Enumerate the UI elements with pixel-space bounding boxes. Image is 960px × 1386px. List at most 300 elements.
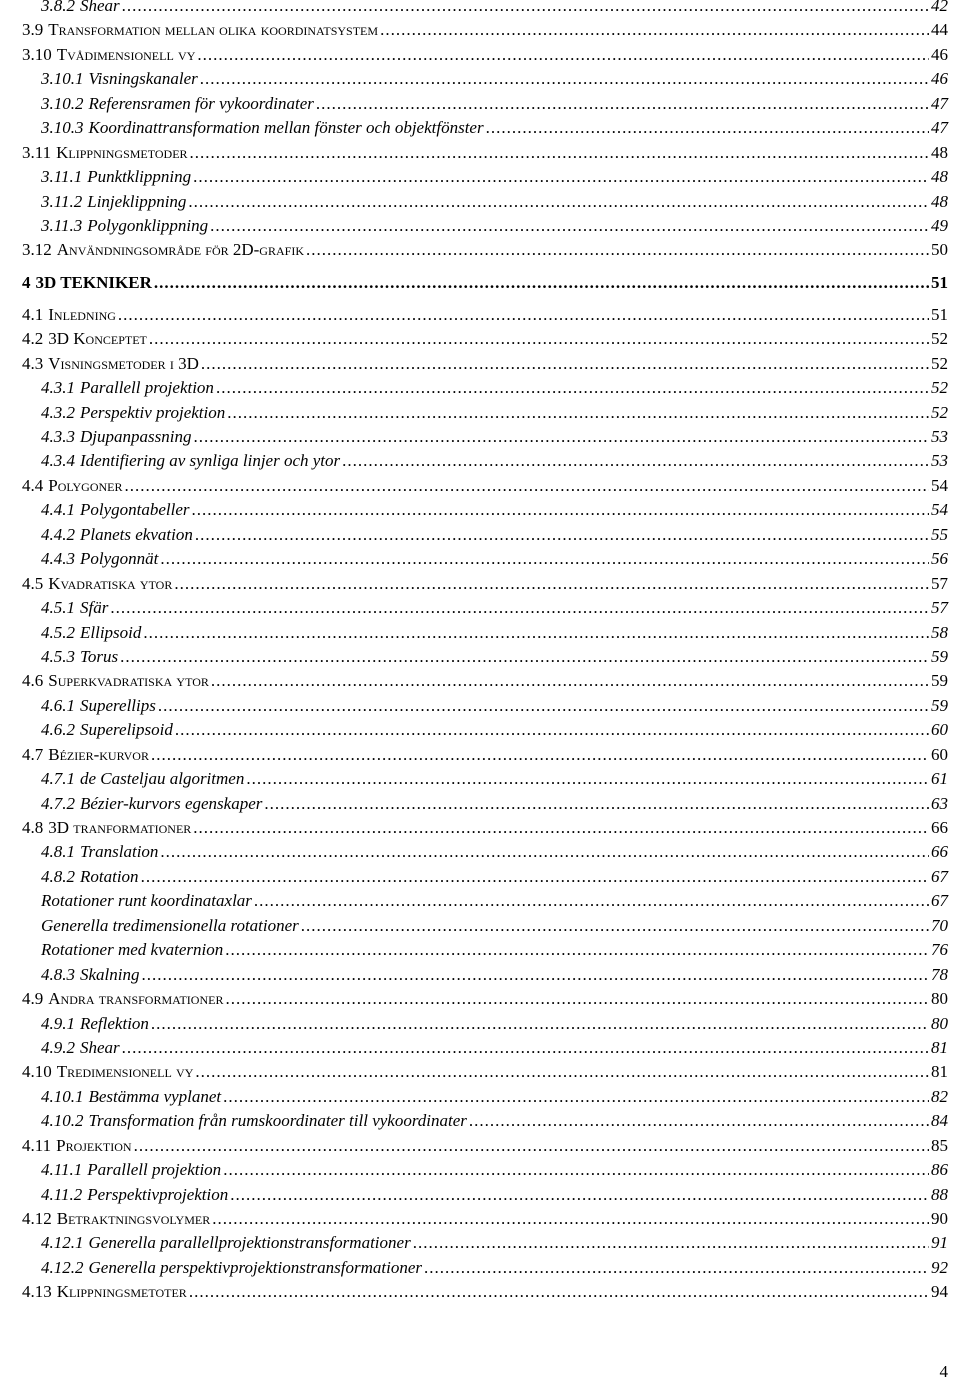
toc-entry-page: 59 xyxy=(931,695,948,715)
dot-leader xyxy=(486,116,929,140)
toc-entry-text: Bézier-kurvors egenskaper xyxy=(80,793,263,813)
toc-entry-text: Transformation mellan olika koordinatsystem xyxy=(48,20,379,40)
toc-entry-text: Reflektion xyxy=(80,1013,149,1033)
toc-entry[interactable] xyxy=(0,1231,960,1255)
toc-entry-number: 4.10.2 xyxy=(41,1111,84,1131)
toc-entry-text: Parallell projektion xyxy=(80,378,214,398)
toc-entry-title xyxy=(41,1036,120,1060)
toc-entry-title xyxy=(22,1060,193,1084)
toc-entry[interactable] xyxy=(0,718,960,742)
toc-entry-page: 90 xyxy=(931,1209,948,1228)
toc-entry[interactable] xyxy=(0,263,960,303)
toc-entry-page: 55 xyxy=(931,524,948,544)
toc-entry-page: 52 xyxy=(931,378,948,398)
toc-entry-title xyxy=(22,352,199,376)
toc-entry-number: 3.9 xyxy=(22,20,44,40)
toc-entry-text: Ellipsoid xyxy=(80,622,142,642)
toc-entry-page: 52 xyxy=(931,329,948,349)
toc-entry-page: 60 xyxy=(931,744,948,764)
toc-entry-number: 4.11 xyxy=(22,1135,52,1155)
toc-entry-number: 4.6.1 xyxy=(41,695,75,715)
toc-entry[interactable] xyxy=(0,190,960,214)
dot-leader xyxy=(342,449,929,473)
toc-entry-number: 4.9.2 xyxy=(41,1037,75,1057)
toc-entry-title xyxy=(41,116,484,140)
dot-leader xyxy=(142,963,930,987)
toc-entry-title xyxy=(22,1280,187,1304)
toc-entry-text: Generella tredimensionella rotationer xyxy=(41,915,299,935)
toc-entry[interactable] xyxy=(0,1012,960,1036)
toc-entry-text: Projektion xyxy=(56,1135,132,1155)
toc-entry-text: Generella parallellprojektionstransformationer xyxy=(88,1233,411,1253)
toc-entry-number: 4.3.1 xyxy=(41,378,75,398)
toc-entry-number: 4.3.3 xyxy=(41,427,75,446)
toc-entry-title xyxy=(41,1183,228,1207)
toc-entry[interactable] xyxy=(0,987,960,1011)
dot-leader xyxy=(380,18,929,42)
toc-entry-title xyxy=(41,523,193,547)
toc-entry[interactable] xyxy=(0,238,960,262)
toc-entry[interactable] xyxy=(0,938,960,962)
dot-leader xyxy=(223,1158,929,1182)
toc-entry-number: 4.12.2 xyxy=(41,1257,84,1277)
toc-entry-number: 4 xyxy=(22,272,31,292)
dot-leader xyxy=(122,0,929,18)
toc-entry-title xyxy=(22,141,188,165)
toc-entry-title xyxy=(41,914,299,938)
toc-entry-text: Torus xyxy=(80,646,119,666)
toc-entry-title xyxy=(41,865,139,889)
toc-entry-text: Punktklippning xyxy=(87,167,192,187)
toc-entry-title xyxy=(22,1134,132,1158)
toc-entry-number: 3.10 xyxy=(22,44,52,64)
page-number: 4 xyxy=(939,1362,948,1381)
toc-entry-text: 3D tranformationer xyxy=(48,818,192,837)
toc-entry-page: 48 xyxy=(931,167,948,187)
toc-entry-page: 53 xyxy=(931,427,948,446)
dot-leader xyxy=(158,694,929,718)
toc-entry-page: 76 xyxy=(931,940,948,960)
dot-leader xyxy=(189,1280,929,1304)
toc-entry-number: 4.4.2 xyxy=(41,524,75,544)
toc-entry[interactable] xyxy=(0,792,960,816)
toc-entry-text: Transformation från rumskoordinater till vykoordinater xyxy=(88,1111,467,1131)
toc-entry-number: 4.1 xyxy=(22,304,44,324)
toc-entry-title xyxy=(41,1256,422,1280)
dot-leader xyxy=(225,938,929,962)
toc-entry[interactable] xyxy=(0,743,960,767)
toc-entry-page: 59 xyxy=(931,646,948,666)
toc-entry-number: 4.8.1 xyxy=(41,842,75,862)
toc-entry[interactable] xyxy=(0,889,960,913)
dot-leader xyxy=(160,547,929,571)
toc-entry-text: Rotationer med kvaternion xyxy=(41,940,224,960)
toc-entry-page: 61 xyxy=(931,769,948,789)
toc-entry-text: Kvadratiska ytor xyxy=(48,573,173,593)
toc-entry-text: Perspektivprojektion xyxy=(87,1184,229,1204)
dot-leader xyxy=(264,792,929,816)
dot-leader xyxy=(469,1109,929,1133)
toc-entry-page: 52 xyxy=(931,353,948,373)
dot-leader xyxy=(424,1256,929,1280)
toc-entry-title xyxy=(41,645,118,669)
toc-entry-text: Betraktningsvolymer xyxy=(56,1209,211,1228)
toc-entry-page: 67 xyxy=(931,866,948,886)
toc-entry-number: 3.8.2 xyxy=(41,0,75,15)
toc-entry-page: 54 xyxy=(931,475,948,495)
toc-entry[interactable] xyxy=(0,572,960,596)
toc-entry[interactable] xyxy=(0,1036,960,1060)
toc-entry[interactable] xyxy=(0,214,960,238)
toc-entry[interactable] xyxy=(0,401,960,425)
toc-entry-text: Inledning xyxy=(48,304,116,324)
toc-entry-page: 88 xyxy=(931,1184,948,1204)
toc-entry-title xyxy=(22,669,209,693)
toc-entry-number: 3.11 xyxy=(22,142,52,162)
dot-leader xyxy=(154,263,929,303)
toc-entry-number: 4.4.3 xyxy=(41,549,75,569)
toc-entry-text: Perspektiv projektion xyxy=(80,402,226,422)
toc-entry-text: Generella perspektivprojektionstransformationer xyxy=(88,1257,422,1277)
toc-entry[interactable] xyxy=(0,1158,960,1182)
toc-entry[interactable] xyxy=(0,449,960,473)
toc-entry-page: 80 xyxy=(931,989,948,1009)
toc-entry-page: 86 xyxy=(931,1160,948,1180)
toc-entry[interactable] xyxy=(0,547,960,571)
toc-entry-page: 78 xyxy=(931,964,948,984)
toc-entry-title xyxy=(41,889,252,913)
toc-entry-page: 48 xyxy=(931,191,948,211)
toc-entry-title xyxy=(22,43,195,67)
toc-entry[interactable] xyxy=(0,914,960,938)
toc-entry-number: 4.5.3 xyxy=(41,646,75,666)
dot-leader xyxy=(174,572,929,596)
toc-entry-page: 70 xyxy=(931,915,948,935)
toc-entry-number: 4.4 xyxy=(22,475,44,495)
toc-entry-text: Visningskanaler xyxy=(88,69,198,89)
toc-entry-title xyxy=(41,1231,411,1255)
dot-leader xyxy=(227,401,929,425)
dot-leader xyxy=(122,1036,929,1060)
toc-entry-number: 4.12.1 xyxy=(41,1233,84,1253)
toc-entry[interactable] xyxy=(0,352,960,376)
dot-leader xyxy=(225,987,929,1011)
dot-leader xyxy=(316,92,929,116)
toc-entry-title xyxy=(41,718,173,742)
toc-entry-title xyxy=(41,547,158,571)
dot-leader xyxy=(195,523,929,547)
toc-entry-title xyxy=(22,572,172,596)
toc-entry-text: Koordinattransformation mellan fönster och objektfönster xyxy=(88,118,484,138)
toc-entry-page: 53 xyxy=(931,451,948,471)
dot-leader xyxy=(306,238,929,262)
toc-entry[interactable] xyxy=(0,141,960,165)
toc-entry[interactable] xyxy=(0,816,960,840)
toc-entry[interactable] xyxy=(0,1134,960,1158)
dot-leader xyxy=(212,1207,929,1231)
toc-entry-number: 4.7.2 xyxy=(41,793,75,813)
toc-entry[interactable] xyxy=(0,645,960,669)
toc-entry-page: 66 xyxy=(931,818,948,837)
toc-entry-page: 54 xyxy=(931,500,948,520)
toc-entry[interactable] xyxy=(0,1085,960,1109)
toc-entry[interactable] xyxy=(0,694,960,718)
toc-entry-text: Djupanpassning xyxy=(80,427,192,446)
toc-entry-text: Rotation xyxy=(80,866,139,886)
toc-entry-title xyxy=(41,621,141,645)
toc-entry-text: Shear xyxy=(80,1037,120,1057)
dot-leader xyxy=(120,645,929,669)
toc-entry[interactable] xyxy=(0,596,960,620)
toc-entry-title xyxy=(22,1207,210,1231)
dot-leader xyxy=(211,669,929,693)
toc-entry-text: Visningsmetoder i 3D xyxy=(48,353,199,373)
toc-entry[interactable] xyxy=(0,165,960,189)
dot-leader xyxy=(190,141,929,165)
dot-leader xyxy=(201,352,929,376)
toc-entry[interactable] xyxy=(0,67,960,91)
toc-entry-title xyxy=(41,449,340,473)
toc-entry-title xyxy=(41,1085,221,1109)
toc-entry-title xyxy=(41,840,158,864)
toc-entry-title xyxy=(41,1012,149,1036)
toc-entry-page: 84 xyxy=(931,1111,948,1131)
dot-leader xyxy=(254,889,929,913)
toc-entry[interactable] xyxy=(0,303,960,327)
toc-entry[interactable] xyxy=(0,116,960,140)
toc-entry-page: 82 xyxy=(931,1086,948,1106)
toc-entry-number: 4.9 xyxy=(22,989,44,1009)
toc-entry-text: 3D TEKNIKER xyxy=(35,272,152,292)
toc-entry-title xyxy=(41,596,108,620)
toc-entry[interactable] xyxy=(0,474,960,498)
toc-entry-text: Planets ekvation xyxy=(80,524,193,544)
toc-entry-title xyxy=(41,1158,221,1182)
toc-entry-number: 4.8.2 xyxy=(41,866,75,886)
toc-entry[interactable] xyxy=(0,43,960,67)
toc-entry-page: 52 xyxy=(931,402,948,422)
toc-entry[interactable] xyxy=(0,767,960,791)
toc-entry[interactable] xyxy=(0,376,960,400)
toc-entry-text: Bézier-kurvor xyxy=(48,744,149,764)
toc-entry-text: Klippningsmetoder xyxy=(56,142,188,162)
toc-entry[interactable] xyxy=(0,18,960,42)
toc-entry-text: Rotationer runt koordinataxlar xyxy=(41,891,252,911)
toc-entry[interactable] xyxy=(0,1207,960,1231)
toc-entry[interactable] xyxy=(0,523,960,547)
toc-entry-title xyxy=(22,303,116,327)
dot-leader xyxy=(175,718,929,742)
toc-entry-title xyxy=(22,987,223,1011)
toc-entry-text: Sfär xyxy=(80,598,109,618)
toc-entry-page: 42 xyxy=(931,0,948,15)
toc-entry-number: 4.8.3 xyxy=(41,964,75,984)
dot-leader xyxy=(301,914,929,938)
toc-entry[interactable] xyxy=(0,840,960,864)
toc-entry-page: 60 xyxy=(931,720,948,740)
toc-entry-page: 81 xyxy=(931,1062,948,1082)
toc-entry[interactable] xyxy=(0,1183,960,1207)
dot-leader xyxy=(192,498,929,522)
toc-entry-number: 4.5.2 xyxy=(41,622,75,642)
toc-entry-text: Referensramen för vykoordinater xyxy=(88,93,314,113)
toc-entry-title xyxy=(41,963,140,987)
toc-entry-number: 4.9.1 xyxy=(41,1013,75,1033)
toc-entry-number: 4.5.1 xyxy=(41,598,75,618)
toc-entry-text: Tvådimensionell vy xyxy=(56,44,196,64)
toc-entry-page: 58 xyxy=(931,622,948,642)
toc-entry[interactable] xyxy=(0,669,960,693)
toc-entry-page: 47 xyxy=(931,93,948,113)
toc-entry-title xyxy=(41,1109,467,1133)
toc-entry[interactable] xyxy=(0,92,960,116)
toc-entry-number: 3.10.2 xyxy=(41,93,84,113)
toc-entry-text: Tredimensionell vy xyxy=(56,1062,194,1082)
toc-entry-title xyxy=(41,401,225,425)
dot-leader xyxy=(188,190,929,214)
dot-leader xyxy=(141,865,929,889)
toc-entry-page: 51 xyxy=(931,272,948,292)
toc-entry-title xyxy=(22,238,304,262)
toc-entry-title xyxy=(41,767,244,791)
toc-entry-text: Andra transformationer xyxy=(48,989,224,1009)
toc-entry-number: 4.11.2 xyxy=(41,1184,83,1204)
toc-entry-title xyxy=(41,214,208,238)
toc-entry-text: Superellips xyxy=(80,695,156,715)
toc-entry-number: 4.12 xyxy=(22,1209,52,1228)
toc-entry[interactable] xyxy=(0,327,960,351)
toc-entry-title xyxy=(41,67,198,91)
toc-entry-text: Användningsområde för 2D-grafik xyxy=(56,240,304,260)
toc-entry-title xyxy=(41,694,156,718)
toc-entry-page: 56 xyxy=(931,549,948,569)
toc-entry-number: 4.6 xyxy=(22,671,44,691)
toc-entry[interactable] xyxy=(0,1256,960,1280)
toc-entry-page: 59 xyxy=(931,671,948,691)
dot-leader xyxy=(151,743,929,767)
toc-entry-page: 63 xyxy=(931,793,948,813)
toc-entry-page: 50 xyxy=(931,240,948,260)
toc-entry-text: Skalning xyxy=(80,964,140,984)
toc-entry-number: 4.6.2 xyxy=(41,720,75,740)
toc-entry-number: 4.7 xyxy=(22,744,44,764)
toc-entry-number: 3.11.2 xyxy=(41,191,83,211)
toc-entry-page: 44 xyxy=(931,20,948,40)
toc-entry-title xyxy=(41,376,214,400)
toc-entry[interactable] xyxy=(0,0,960,18)
toc-entry-page: 57 xyxy=(931,598,948,618)
toc-entry[interactable] xyxy=(0,1060,960,1084)
toc-entry-title xyxy=(41,190,186,214)
toc-entry-number: 4.2 xyxy=(22,329,44,349)
dot-leader xyxy=(413,1231,929,1255)
toc-entry-number: 4.3.4 xyxy=(41,451,75,471)
toc-entry-number: 4.10 xyxy=(22,1062,52,1082)
dot-leader xyxy=(149,327,929,351)
dot-leader xyxy=(151,1012,929,1036)
toc-entry-number: 4.3.2 xyxy=(41,402,75,422)
dot-leader xyxy=(230,1183,929,1207)
toc-entry-text: 3D Konceptet xyxy=(48,329,147,349)
toc-entry-number: 4.8 xyxy=(22,818,44,837)
toc-entry-number: 3.10.3 xyxy=(41,118,84,138)
dot-leader xyxy=(193,816,929,840)
toc-entry-page: 92 xyxy=(931,1257,948,1277)
toc-entry-number: 4.10.1 xyxy=(41,1086,84,1106)
toc-entry-title xyxy=(41,498,190,522)
dot-leader xyxy=(210,214,929,238)
toc-entry-page: 51 xyxy=(931,304,948,324)
dot-leader xyxy=(223,1085,929,1109)
dot-leader xyxy=(216,376,929,400)
toc-entry[interactable] xyxy=(0,425,960,449)
toc-entry-page: 47 xyxy=(931,118,948,138)
dot-leader xyxy=(143,621,929,645)
toc-entry-number: 4.7.1 xyxy=(41,769,75,789)
toc-entry-title xyxy=(22,816,191,840)
toc-entry-page: 46 xyxy=(931,44,948,64)
toc-entry-text: Klippningsmetoter xyxy=(56,1282,187,1302)
toc-entry-text: Polygontabeller xyxy=(80,500,190,520)
dot-leader xyxy=(246,767,929,791)
toc-entry-text: Polygonklippning xyxy=(87,215,209,235)
toc-entry-title xyxy=(41,425,191,449)
toc-entry-page: 85 xyxy=(931,1135,948,1155)
toc-entry-title xyxy=(41,165,191,189)
dot-leader xyxy=(193,165,929,189)
toc-entry-title xyxy=(41,938,223,962)
toc-entry-number: 3.12 xyxy=(22,240,52,260)
toc-entry-page: 80 xyxy=(931,1013,948,1033)
toc-entry-title xyxy=(22,743,149,767)
toc-entry-text: Polygoner xyxy=(48,475,123,495)
dot-leader xyxy=(118,303,929,327)
toc-entry-number: 4.3 xyxy=(22,353,44,373)
dot-leader xyxy=(195,1060,929,1084)
dot-leader xyxy=(160,840,929,864)
dot-leader xyxy=(193,425,929,449)
toc-entry-text: Identifiering av synliga linjer och ytor xyxy=(80,451,341,471)
toc-entry-number: 3.11.1 xyxy=(41,167,83,187)
toc-entry-text: Superelipsoid xyxy=(80,720,173,740)
toc-entry[interactable] xyxy=(0,1280,960,1304)
toc-entry[interactable] xyxy=(0,498,960,522)
dot-leader xyxy=(197,43,929,67)
toc-entry-number: 3.11.3 xyxy=(41,215,83,235)
toc-entry[interactable] xyxy=(0,963,960,987)
toc-entry-page: 49 xyxy=(931,215,948,235)
toc-entry-text: Superkvadratiska ytor xyxy=(48,671,209,691)
toc-entry-text: de Casteljau algoritmen xyxy=(80,769,245,789)
toc-entry-text: Shear xyxy=(80,0,120,15)
toc-entry-text: Parallell projektion xyxy=(87,1160,222,1180)
toc-entry[interactable] xyxy=(0,1109,960,1133)
toc-entry-text: Translation xyxy=(80,842,159,862)
dot-leader xyxy=(125,474,930,498)
toc-entry-number: 4.5 xyxy=(22,573,44,593)
toc-entry-text: Polygonnät xyxy=(80,549,159,569)
toc-entry[interactable] xyxy=(0,621,960,645)
toc-entry-title xyxy=(22,18,378,42)
dot-leader xyxy=(200,67,929,91)
toc-entry-title xyxy=(41,792,262,816)
toc-entry[interactable] xyxy=(0,865,960,889)
toc-entry-page: 46 xyxy=(931,69,948,89)
toc-entry-text: Bestämma vyplanet xyxy=(88,1086,222,1106)
toc-entry-number: 4.4.1 xyxy=(41,500,75,520)
toc-entry-page: 57 xyxy=(931,573,948,593)
toc-entry-page: 67 xyxy=(931,891,948,911)
